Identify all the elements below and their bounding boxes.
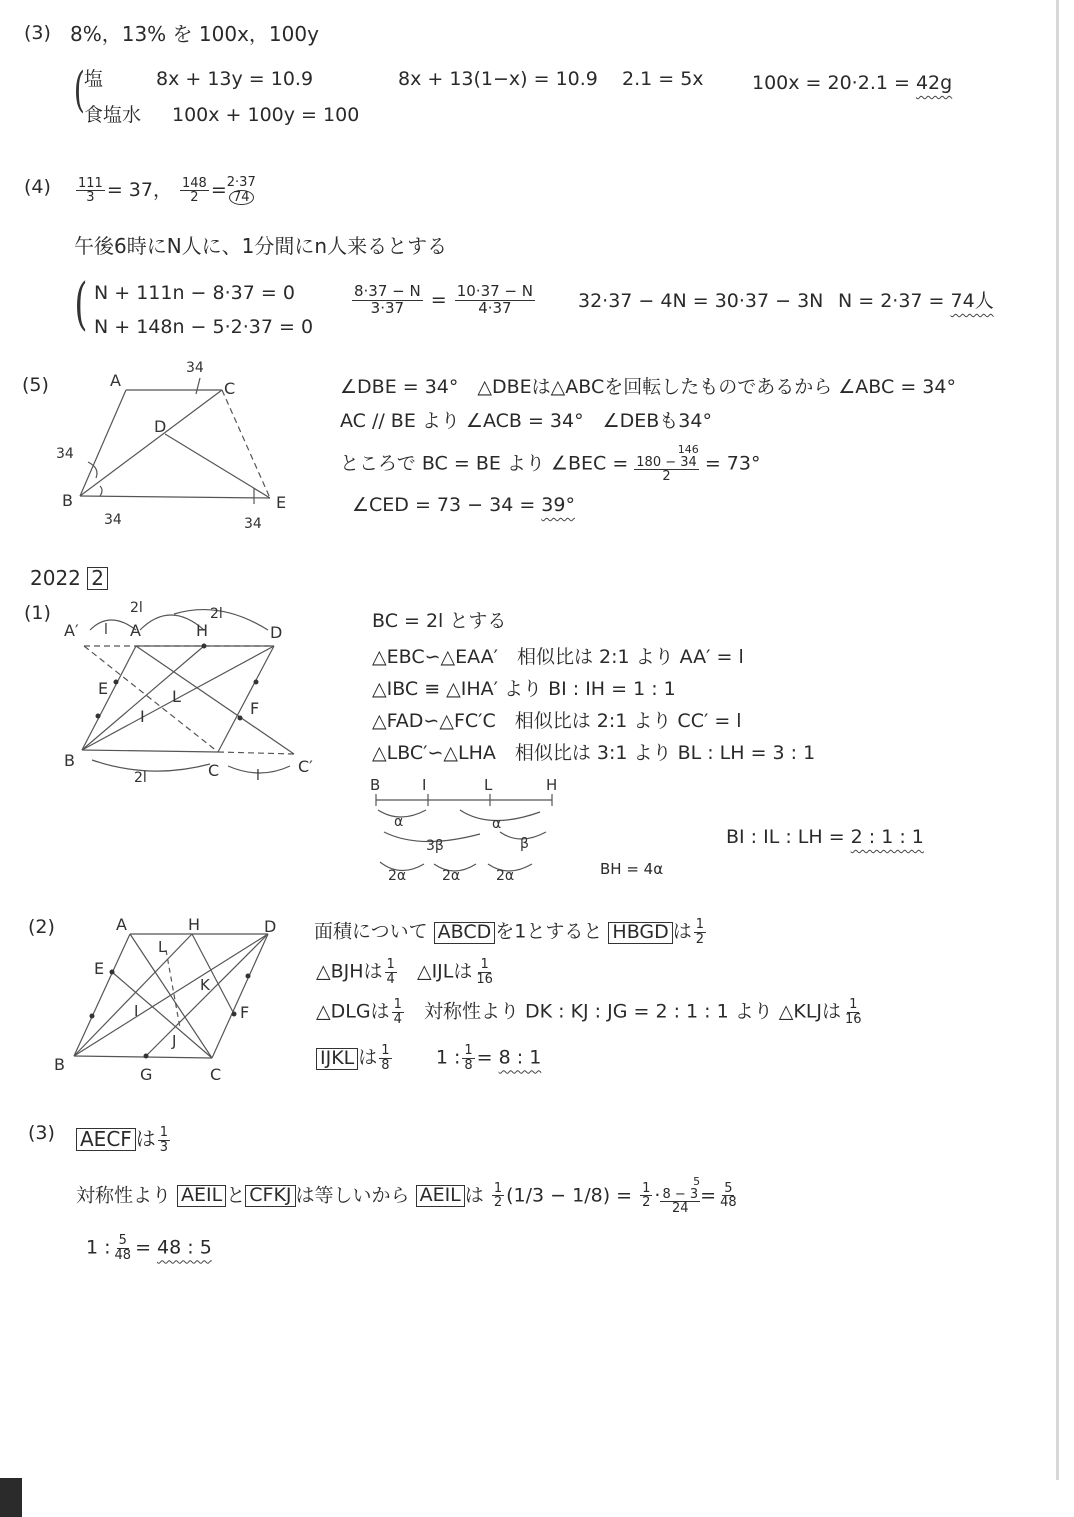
s5-vertex-A: A [110,371,121,390]
p2-square-ABCD: ABCD [434,922,496,944]
p2-line4a: は [358,1046,378,1069]
p3-line1a: は [135,1126,156,1151]
p3-frac-num: 8 − 3 [662,1186,699,1202]
p3-expression: (1/3 − 1/8) = [506,1184,639,1207]
s3-brace: ( [73,62,85,118]
s5-angle-top: 34 [186,360,204,376]
s3-row2-equation: 100x + 100y = 100 [172,104,360,126]
p3-line3b: = [135,1236,158,1259]
seg-2alpha-1: 2α [388,868,407,884]
p2-square-HBGD: HBGD [608,922,672,944]
s4-equation-b: N + 148n − 5·2·37 = 0 [94,316,314,338]
s4-answer: 74人 [950,290,994,312]
p3-frac-5-48-a: $\frac{5}{48}$ [720,1180,737,1211]
p3-frac-half-a: $\frac{1}{2}$ [493,1180,503,1211]
p2-frac-1-4-a: $\frac{1}{4}$ [386,957,395,987]
p2-vertex-L: L [158,938,167,956]
s5-vertex-D: D [154,417,167,436]
p2-vertex-A: A [116,915,127,934]
s5-line1: ∠DBE = 34° △DBEは△ABCを回転したものであるから ∠ABC = 34° [340,376,956,398]
p1-answer: 2 : 1 : 1 [850,826,924,848]
p2-line2b: △IJLは [416,960,473,983]
p2-frac-1-16-b: $\frac{1}{16}$ [845,997,862,1027]
s3-step1: 8x + 13(1−x) = 10.9 [398,68,598,90]
part-label-3: (3) [28,1122,55,1144]
s5-figure [0,350,320,530]
p2-vertex-E: E [94,959,105,978]
p3-square-AECF: AECF [76,1128,136,1151]
p1-line4: △FAD∽△FC′C 相似比は 2:1 より CC′ = l [372,710,742,732]
p2-answer: 8 : 1 [498,1046,542,1069]
p3-square-CFKJ: CFKJ [245,1185,295,1207]
s5-answer: 39° [541,494,575,516]
s5-angle-left: 34 [56,446,74,462]
seg-L: L [484,776,493,794]
s5-note-146: 146 [677,443,699,456]
page-edge [1056,0,1059,1480]
p2-frac-1-16-a: $\frac{1}{16}$ [476,957,493,987]
problem-label-5: (5) [22,374,49,396]
question-number-box: 2 [87,567,108,590]
s5-angle-bottom-left: 34 [104,512,122,528]
p3-frac-half-b: $\frac{1}{2}$ [642,1180,651,1211]
seg-2alpha-3: 2α [496,868,515,884]
s5-line3b: = 73° [704,452,761,475]
p1-vertex-Aprime: A′ [64,621,79,640]
p1-vertex-D: D [270,623,283,642]
seg-B: B [370,776,381,794]
s5-vertex-B: B [62,491,73,510]
scan-corner-mark [0,1478,22,1517]
p2-frac-1-2: $\frac{1}{2}$ [695,917,705,947]
p1-line5: △LBC′∽△LHA 相似比は 3:1 より BL : LH = 3 : 1 [372,742,816,764]
p1-line2: △EBC∽△EAA′ 相似比は 2:1 より AA′ = l [372,646,744,668]
p1-vertex-A: A [130,621,141,640]
p2-line4b: 1 : [435,1046,461,1069]
p3-line2b: と [226,1184,246,1207]
p1-label-top-2l-b: 2l [210,606,223,622]
s3-row1-name: 塩 [84,68,104,90]
p3-line2c: は等しいから [295,1184,416,1207]
p2-vertex-G: G [140,1065,153,1080]
p3-frac-5-48-b: $\frac{5}{48}$ [114,1233,132,1263]
s5-vertex-E: E [276,493,287,512]
p2-vertex-J: J [172,1032,177,1050]
s4-step: 32·37 − 4N = 30·37 − 3N [578,290,824,312]
seg-beta: β [520,836,529,852]
p2-figure [40,910,340,1080]
p1-segment-diagram [360,770,580,890]
p2-line2a: △BJHは [316,960,383,983]
p2-vertex-C: C [210,1065,222,1080]
p2-vertex-K: K [200,976,210,994]
s4-equals: = [430,288,447,311]
p2-vertex-D: D [264,917,277,936]
seg-H: H [546,776,558,794]
part-label-2: (2) [28,916,55,938]
p3-square-AEIL-b: AEIL [416,1185,465,1207]
s5-fraction-den: 2 [662,469,671,485]
s3-row1-equation: 8x + 13y = 10.9 [156,68,314,90]
p2-line4c: = [476,1046,499,1069]
seg-alpha-1: α [394,814,404,830]
s4-note-2x37: 2·37 [226,175,256,190]
p2-line3b: 対称性より DK : KJ : JG = 2 : 1 : 1 より △KLJは [423,1000,842,1023]
p2-vertex-B: B [54,1055,65,1074]
s5-angle-bottom-right: 34 [244,516,262,530]
s4-circled-74: 74 [229,190,254,206]
s5-line4: ∠CED = 73 − 34 = [352,494,542,516]
s3-header: 8%，13% を 100x，100y [70,22,319,46]
p2-line1a: 面積について [314,920,434,943]
p1-vertex-Cprime: C′ [298,757,313,776]
p1-vertex-I: I [140,707,145,726]
p1-label-bottom-l: l [256,768,260,784]
seg-2alpha-2: 2α [442,868,461,884]
s4-fraction-111-3: $\frac{111}{3}$ [78,175,103,206]
p1-vertex-L: L [172,687,181,706]
p3-line3a: 1 : [86,1236,111,1259]
seg-I: I [422,776,427,794]
p1-label-top-l: l [104,622,108,638]
p2-line1c: は [672,920,692,943]
s5-vertex-C: C [224,379,236,398]
s4-assumption: 午後6時にN人に、1分間にn人来るとする [74,234,448,258]
problem-label-3: (3) [24,22,51,44]
p3-answer: 48 : 5 [157,1236,212,1259]
p3-frac-den: 24 [672,1201,689,1217]
part-label-1: (1) [24,602,51,624]
problem-label-4: (4) [24,176,51,198]
p2-frac-1-4-b: $\frac{1}{4}$ [393,997,402,1027]
p1-bh: BH = 4α [600,860,664,878]
p1-figure [0,590,340,790]
seg-alpha-2: α [492,816,502,832]
s5-line3a: ところで BC = BE より ∠BEC = [340,452,635,475]
p1-vertex-C: C [208,761,220,780]
s4-fraction-148-2: $\frac{148}{2}$ [182,175,207,206]
s3-step3: 100x = 20·2.1 = [752,72,916,94]
s5-fraction-num: 180 − 34 [636,454,697,470]
p2-frac-1-8-b: $\frac{1}{8}$ [464,1043,473,1073]
p3-note-5: 5 [693,1175,701,1188]
p2-vertex-I: I [134,1002,139,1020]
p1-label-bottom-2l: 2l [134,770,147,786]
p1-line3: △IBC ≡ △IHA′ より BI : IH = 1 : 1 [372,678,676,700]
p3-line2a: 対称性より [76,1184,178,1207]
seg-3beta: 3β [426,838,444,854]
s4-brace: ( [74,272,88,337]
p1-label-top-2l-a: 2l [130,600,143,616]
p3-line2e: = [700,1184,717,1207]
p3-line2d: は [464,1184,484,1207]
s3-row2-name: 食塩水 [84,104,142,126]
s4-ratio-left: $\frac{8\cdot 37 - N}{3\cdot 37}$ [354,282,421,317]
s4-equation-a: N + 111n − 8·37 = 0 [94,282,295,304]
p1-ratio-label: BI : IL : LH = [726,826,851,848]
p2-vertex-F: F [240,1003,250,1022]
p3-frac-1-3: $\frac{1}{3}$ [159,1125,169,1155]
p1-vertex-F: F [250,699,260,718]
p2-vertex-H: H [188,915,201,934]
p1-line1: BC = 2l とする [372,610,507,632]
p3-square-AEIL-a: AEIL [177,1185,226,1207]
s4-result: N = 2·37 = [838,290,951,312]
p2-frac-1-8-a: $\frac{1}{8}$ [381,1043,390,1073]
s3-step2: 2.1 = 5x [622,68,704,90]
s3-answer: 42g [915,72,953,94]
p1-vertex-E: E [98,679,109,698]
p2-line3a: △DLGは [316,1000,390,1023]
s4-ratio-right: $\frac{10\cdot 37 - N}{4\cdot 37}$ [456,282,534,317]
p1-vertex-B: B [64,751,75,770]
p2-line1b: を1とすると [495,920,609,943]
s5-line2: AC // BE より ∠ACB = 34° ∠DEBも34° [340,410,712,432]
year-label: 2022 [30,566,81,590]
p1-vertex-H: H [196,621,209,640]
p2-square-IJKL: IJKL [316,1048,358,1070]
s4-eq1: = 37， [106,179,172,202]
